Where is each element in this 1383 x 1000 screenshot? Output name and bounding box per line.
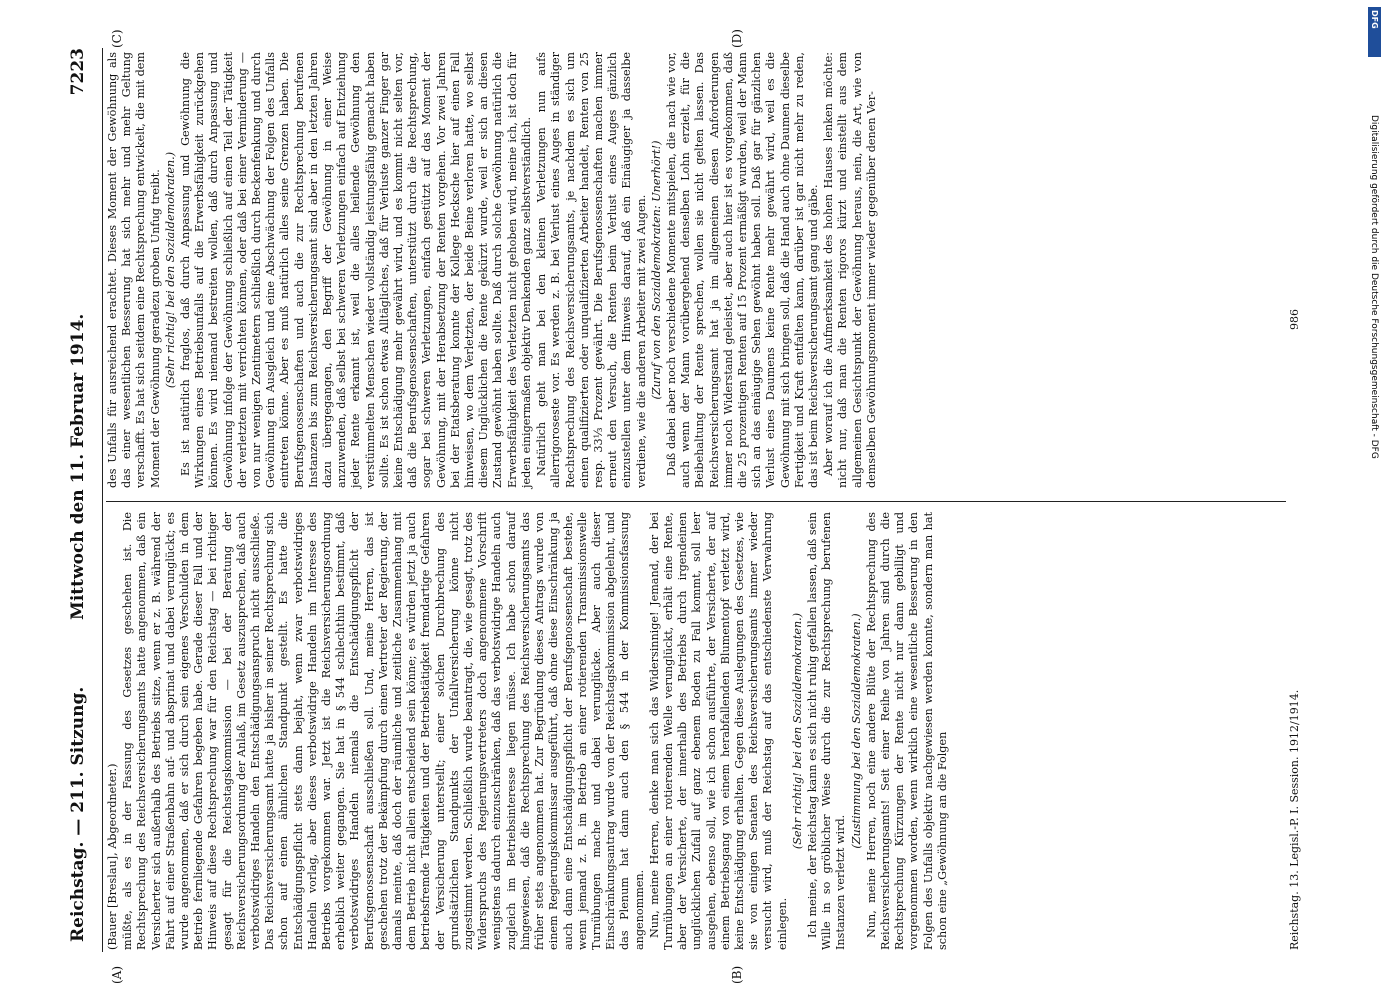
footer-number: 986: [1288, 309, 1301, 330]
column-a-paragraph: müßte, als es in der Fassung des Gesetzes geschehen ist. Die Rechtsprechung des Reichsversicherungsamts hatte angenommen, daß ein Versicherter sich außerhalb des Betriebs sitze, wenn er z. B. während der Fahrt auf einer Straßenbahn auf- und absprinat und dabei verunglückt; es wurde angenommen, daß er sich durch sein eigenes Verschulden in dem Betrieb fernliegende Gefahren begeben habe. Gerade dieser Fall und der Hinweis auf diese Rechtsprechung war für den Reichstag — bei richtiger gesagt für die Reichstagskommission — bei der Beratung der Reichsversicherungsordnung der Anlaß, im Gesetz auszusprechen, daß auch verbotswidriges Handeln den Entschädigungsanspruch nicht ausschließe. Das Reichsversicherungsamt hatte ja bisher in seiner Rechtsprechung sich schon auf einen ähnlichen Standpunkt gestellt. Es hatte die Entschädigungspflicht stets dann bejaht, wenn zwar verbotswidriges Handeln vorlag, aber dieses verbotswidrige Handeln im Interesse des Betriebs vorgekommen war. Jetzt ist die Reichsversicherungsordnung erheblich weiter gegangen. Sie hat in § 544 schlechthin bestimmt, daß verbotswidriges Handeln niemals die Entschädigungspflicht der Berufsgenossenschaft ausschließen soll. Und, meine Herren, das ist geschehen trotz der Bekämpfung durch einen Vertreter der Regierung, der damals meinte, daß doch der räumliche und zeitliche Zusammenhang mit dem Betrieb nicht allein entscheidend sein könne; es würden jetzt ja auch betriebsfremde Tätigkeiten und der Betriebstätigkeit fremdartige Gefahren der Versicherung unterstellt; einer solchen Durchbrechung des grundsätzlichen Standpunkts der Unfallversicherung könne nicht zugestimmt werden. Schließlich wurde beantragt, die, wie gesagt, trotz des Widerspruchs des Regierungsvertreters doch angenommene Vorschrift wenigstens dadurch einzuschränken, daß das verbotswidrige Handeln auch zugleich im Betriebsinteresse liegen müsse. Ich habe schon darauf hingewiesen, daß die Rechtsprechung des Reichsversicherungsamts das früher stets angenommen hat. Zur Begründung dieses Antrags wurde von einem Regierungskommissar ausgeführt, daß ohne diese Einschränkung ja auch dann eine Entschädigungspflicht der Berufsgenossenschaft bestehe, wenn jemand z. B. im Betrieb an einer rotierenden Transmissionswelle Turnübungen mache und dabei verunglücke. Aber auch dieser Einschränkungsantrag wurde von der Reichstagskommission abgelehnt, und das Plenum hat dann auch den § 544 in der Kommissionsfassung angenommen.: [121, 512, 646, 950]
margin-marker-d: (D): [730, 29, 744, 48]
column-a-interjection: (Zustimmung bei den Sozialdemokraten.): [849, 613, 863, 849]
column-b: [106, 52, 880, 488]
column-b-paragraph: Daß dabei aber noch verschiedene Momente mitspielen, die nach wie vor, auch wenn der Mann vorübergehend denselben Lohn erzielt, für die Beibehaltung der Rente sprechen, wollen sie nicht gelten lassen. Das Reichsversicherungsamt hat ja im allgemeinen diesen Anforderungen immer noch Widerstand geleistet, aber auch hier ist es vorgekommen, daß die 25 prozentigen Renten auf 15 Prozent ermäßigt wurden, weil der Mann sich an das einäugige Sehen gewöhnt haben soll. Daß gar für gänzlichen Verlust eines Daumens keine Rente mehr gewährt wird, weil es die Gewöhnung mit sich bringen soll, daß die Hand auch ohne Daumen dieselbe Fertigkeit und Kraft entfalten kann, darüber ist gar nicht mehr zu reden, das ist beim Reichsversicherungsamt gang und gäbe.: [664, 52, 820, 488]
scanned-page: [40, 29, 1320, 984]
dfg-logo-text: DFG: [1370, 10, 1379, 29]
column-a-interjection: (Sehr richtig! bei den Sozialdemokraten.): [790, 612, 804, 850]
digitization-credit: [1368, 115, 1382, 995]
margin-marker-a: (A): [110, 965, 124, 984]
column-a-paragraph: Ich meine, der Reichstag kann es sich nicht ruhig gefallen lassen, daß sein Wille in so gröblicher Weise durch die zur Rechtsprechung berufenen Instanzen verletzt wird.: [805, 512, 848, 950]
header-left: Reichstag. — 211. Sitzung.: [68, 686, 88, 942]
column-b-interjection: (Sehr richtig! bei den Sozialdemokraten.): [163, 151, 177, 389]
column-b-paragraph: Natürlich geht man bei den kleinen Verletzungen nun aufs allerrigoroseste vor. Es werden z. B. bei Verlust eines Auges in ständiger Rechtsprechung des Reichsversicherungsamts, je nachdem es sich um einen qualifizierten oder unqualifizierten Arbeiter handelt, Renten von 25 resp. 33⅓ Prozent gewährt. Die Berufsgenossenschaften machen immer erneut den Versuch, die Renten beim Verlust eines Auges gänzlich einzustellen unter dem Hinweis darauf, daß ein Einäugiger ja dasselbe verdiene, wie die anderen Arbeiter mit zwei Augen.: [535, 52, 648, 488]
margin-marker-b: (B): [730, 965, 744, 984]
column-b-paragraph: Aber worauf ich die Aufmerksamkeit des hohen Hauses lenken möchte: nicht nur, daß man die Renten rigoros kürzt und einstellt aus dem allgemeinen Gesichtspunkt der Gewöhnung heraus, nein, die Art, wie von demselben Gewöhnungsmoment immer wieder gegenüber denen Ver-: [822, 52, 878, 488]
page-number: 7223: [68, 48, 88, 96]
credit-text: Digitalisierung gefördert durch die Deutsche Forschungsgemeinschaft - DFG: [1369, 115, 1379, 459]
column-a-paragraph: (Bauer [Breslau], Abgeordneter.): [106, 763, 119, 950]
column-a-paragraph: Nun, meine Herren, noch eine andere Blüte der Rechtsprechung des Reichsversicherungsamts! Seit einer Reihe von Jahren sind durch die Rechtsprechung Kürzungen der Rente nicht nur dann gebilligt und vorgenommen worden, wenn wirklich eine wesentliche Besserung in den Folgen des Unfalls objektiv nachgewiesen werden konnte, sondern man hat schon eine „Gewöhnung an die Folgen: [864, 512, 949, 950]
column-b-paragraph: Es ist natürlich fraglos, daß durch Anpassung und Gewöhnung die Wirkungen eines Betriebsunfalls auf die Erwerbsfähigkeit zurückgehen können. Es wird niemand bestreiten wollen, daß durch Anpassung und Gewöhnung infolge der Gewöhnung schließlich auf einen Teil der Tätigkeit der verletzten mit verrichten können, oder daß bei einer Verminderung — von nur wenigen Zentimetern schließlich durch Beckenfenkung und durch Gewöhnung ein Ausgleich und eine Abschwächung der Folgen des Unfalls eintreten könne. Aber es muß natürlich alles seine Grenzen haben. Die Berufsgenossenschaften und auch die zur Rechtsprechung berufenen Instanzen bis zum Reichsversicherungsamt sind aber in den letzten Jahren dazu übergegangen, den Begriff der Gewöhnung in einer Weise anzuwenden, daß selbst bei schweren Verletzungen einfach auf Entziehung jeder Rente erkannt ist, weil die alles heilende Gewöhnung den verstümmelten Menschen wieder vollständig leistungsfähig gemacht haben sollte. Es ist schon etwas Alltägliches, daß für Verluste ganzer Finger gar keine Entschädigung mehr gewährt wird, und es kommt nicht selten vor, daß die Berufsgenossenschaften, unterstützt durch die Rechtsprechung, sogar bei schweren Verletzungen, einfach gestützt auf das Moment der Gewöhnung, mit der Herabsetzung der Renten vorgehen. Vor zwei Jahren bei der Etatsberatung konnte der Kollege Hecksche hier auf einen Fall hinweisen, wo dem Verletzten, der beide Beine verloren hatte, wo selbst diesem Unglücklichen die Rente gekürzt wurde, weil er sich an diesen Zustand gewöhnt haben sollte. Daß durch solche Gewöhnung natürlich die Erwerbsfähigkeit des Verletzten nicht gehoben wird, meine ich, ist doch für jeden einigermaßen objektiv Denkenden ganz selbstverständlich.: [179, 52, 533, 488]
header-rule: [102, 48, 103, 952]
page-footer: [1288, 50, 1308, 950]
footer-session: Reichstag. 13. Legisl.-P. I. Session. 1912/1914.: [1288, 689, 1301, 950]
column-b-paragraph: des Unfalls für ausreichend erachtet. Dieses Moment der Gewöhnung als das einer wesentlichen Besserung hat sich mehr und mehr Geltung verschafft. Es hat sich seitdem eine Rechtsprechung entwickelt, die mit dem Moment der Gewöhnung geradezu groben Unfug treibt.: [106, 52, 162, 488]
column-divider: [106, 501, 1286, 502]
margin-marker-c: (C): [110, 29, 124, 48]
dfg-logo: [1368, 7, 1381, 57]
header-date: Mittwoch den 11. Februar 1914.: [68, 313, 88, 620]
column-b-interjection: (Zuruf von den Sozialdemokraten: Unerhört!): [649, 140, 663, 400]
column-a-paragraph: Nun, meine Herren, denke man sich das Widersinnige! Jemand, der bei Turnübungen an einer rotierenden Welle verunglückt, erhält eine Rente, aber der Versicherte, der innerhalb des Betriebs durch irgendeinen unglücklichen Zufall auf ganz ebenem Boden zu Fall kommt, soll leer ausgehen, ebenso soll, wie ich schon ausführte, der Versicherte, der auf einem Betriebsgang von einem herabfallenden Blumentopf verletzt wird, keine Entschädigung erhalten. Gegen diese Auslegungen des Gesetzes, wie sie von einigen Senaten des Reichsversicherungsamts immer wieder versucht wird, muß der Reichstag auf das entschiedenste Verwahrung einlegen.: [647, 512, 789, 950]
column-a: [106, 512, 951, 950]
page-header: [62, 40, 106, 960]
